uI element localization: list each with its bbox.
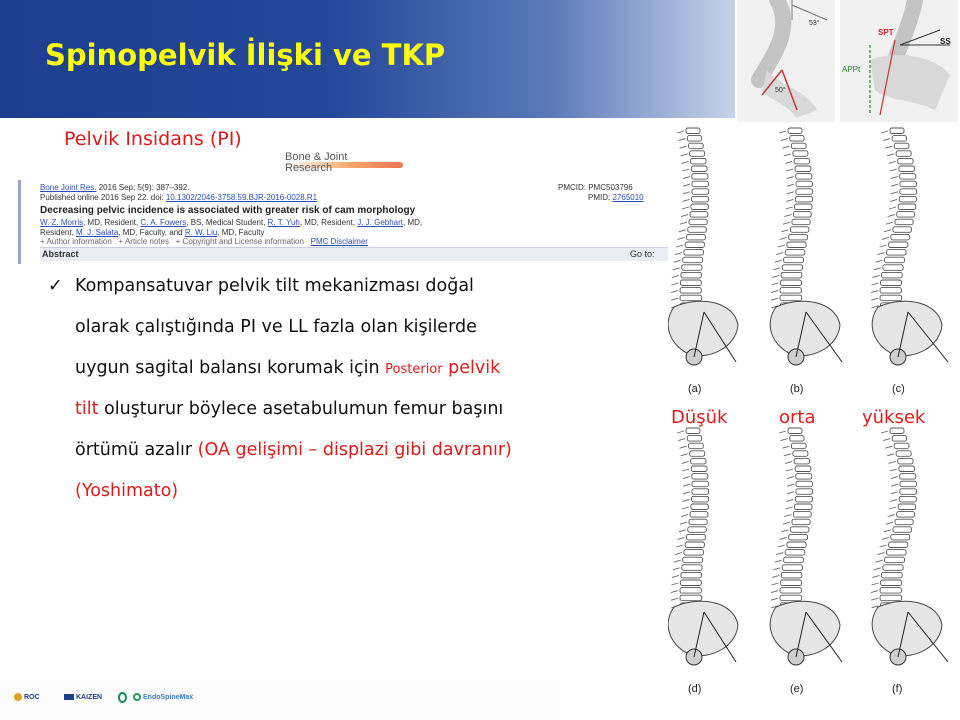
paper-excerpt — [18, 152, 668, 264]
spine-angle-image-left — [737, 0, 835, 122]
level-label-mid: orta — [779, 407, 816, 428]
appt-label: APPt — [842, 65, 861, 74]
bullet-line-2: olarak çalıştığında PI ve LL fazla olan kişilerde — [75, 317, 477, 337]
slide-title: Spinopelvik İlişki ve TKP — [45, 38, 446, 72]
pmc-disclaimer-link[interactable]: PMC Disclaimer — [310, 237, 368, 246]
pmcid: PMCID: PMC503796 — [558, 183, 633, 192]
goto-link[interactable]: Go to: — [630, 249, 655, 259]
abstract-heading: Abstract — [42, 249, 79, 259]
panel-label: (c) — [892, 383, 905, 395]
abstract-bar — [40, 247, 668, 261]
bullet-line-5: örtümü azalır (OA gelişimi – displazi gibi davranır) — [75, 440, 512, 460]
emblem-logo — [118, 690, 127, 704]
article-links — [40, 237, 368, 246]
panel-label: (a) — [688, 383, 702, 395]
spine-diagram — [871, 428, 948, 695]
panel-label: (f) — [892, 683, 903, 695]
bullet-line-4: tilt oluşturur böylece asetabulumun femur başını — [75, 399, 504, 419]
article-notes-link[interactable]: + Article notes — [118, 237, 169, 246]
checkmark-icon: ✓ — [48, 276, 63, 296]
copyright-link[interactable]: + Copyright and License information — [175, 237, 304, 246]
kaizen-logo: KAIZEN — [64, 690, 102, 704]
authors-line-2: Resident, M. J. Salata, MD, Faculty, and R. W. Liu, MD, Faculty — [40, 228, 265, 237]
panel-label: (b) — [790, 383, 804, 395]
authors-line-1: W. Z. Morris, MD, Resident, C. A. Fowers, BS, Medical Student, R. T. Yuh, MD, Resident, J. J. Gebhart, MD, — [40, 218, 423, 227]
ss-label: SS — [940, 37, 951, 46]
slide-subtitle: Pelvik Insidans (PI) — [64, 128, 242, 150]
spine-diagram — [871, 128, 948, 395]
panel-label: (e) — [790, 683, 804, 695]
author-information-link[interactable]: + Author information — [40, 237, 112, 246]
doi-link[interactable]: 10.1302/2046-3758.59.BJR-2016-0028.R1 — [165, 193, 318, 202]
endospinemax-logo: EndoSpineMax — [133, 690, 193, 704]
paper-headline: Decreasing pelvic incidence is associated with greater risk of cam morphology — [40, 205, 416, 216]
spine-diagram — [770, 128, 842, 395]
citation-line: Bone Joint Res. 2016 Sep; 5(9): 387–392. — [40, 183, 190, 192]
angle-bottom-label: 50° — [775, 87, 786, 94]
journal-logo: Bone & Joint Research — [283, 152, 403, 180]
level-label-low: Düşük — [671, 407, 728, 428]
spine-diagram — [770, 428, 842, 695]
published-line: Published online 2016 Sep 22. doi: 10.1302/2046-3758.59.BJR-2016-0028.R1 — [40, 193, 318, 202]
roc-logo: ROC — [14, 690, 40, 704]
journal-link[interactable]: Bone Joint Res. — [40, 183, 97, 192]
bullet-line-6: (Yoshimato) — [75, 481, 179, 501]
bullet-point — [48, 270, 648, 516]
bullet-line-1: ✓ Kompansatuvar pelvik tilt mekanizması doğal — [48, 270, 648, 311]
spt-label: SPT — [878, 28, 894, 37]
page-edge — [18, 180, 21, 264]
pmid: PMID: 2765010 — [588, 193, 644, 202]
angle-top-label: 53° — [809, 20, 820, 27]
bullet-line-3: uygun sagital balansı korumak için Posterior pelvik — [75, 358, 501, 378]
spine-angle-image-right — [840, 0, 958, 122]
spine-diagram — [668, 428, 738, 695]
pmid-link[interactable]: 2765010 — [612, 193, 644, 202]
spine-diagram — [668, 128, 738, 395]
level-label-high: yüksek — [862, 407, 926, 428]
panel-label: (d) — [688, 683, 702, 695]
